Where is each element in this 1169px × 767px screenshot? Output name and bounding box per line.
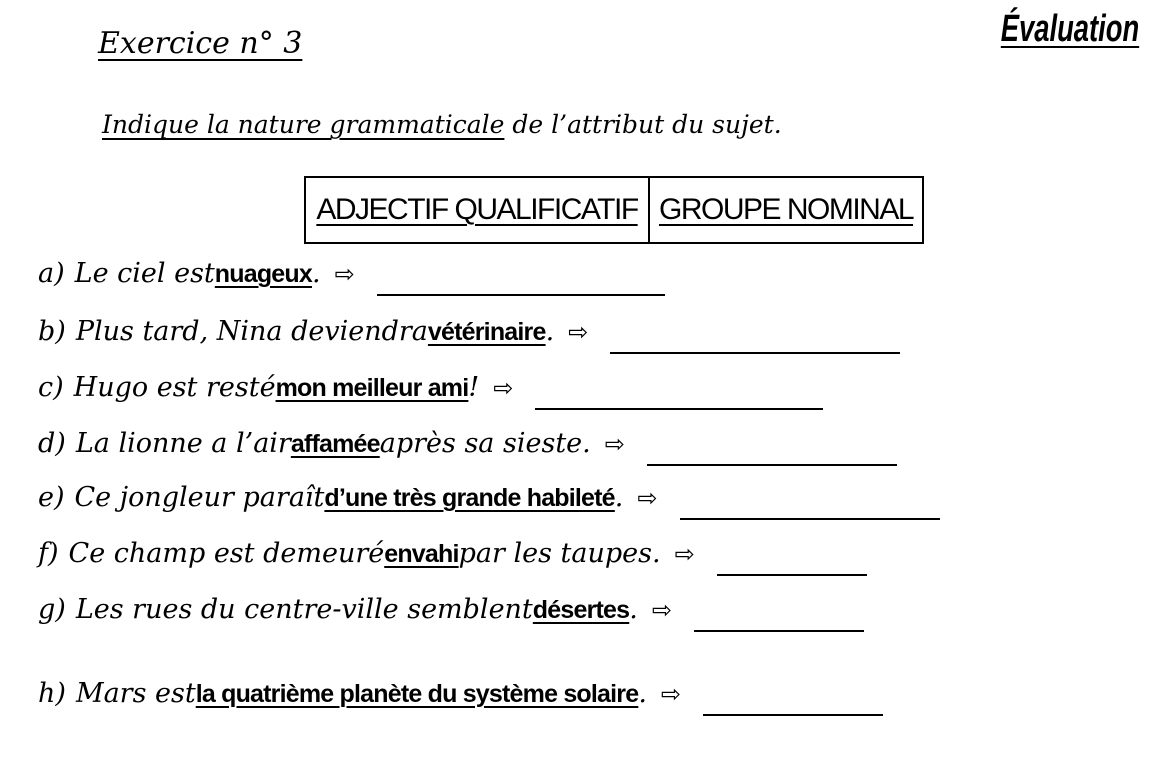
item-sentence-end: après sa sieste. [379,428,591,459]
item-sentence-end: . [545,316,555,347]
item-attribute: affamée [290,430,380,458]
evaluation-label: Évaluation [1000,8,1139,50]
arrow-icon: ⇨ [651,596,672,624]
item-sentence-start: Plus tard, Nina deviendra [75,316,428,347]
item-letter: c) [38,372,64,403]
item-letter: d) [38,428,66,459]
arrow-icon: ⇨ [660,680,682,708]
item-attribute: vétérinaire [427,318,546,346]
item-sentence-start: La lionne a l’air [75,428,291,459]
item-letter: g) [38,594,66,625]
instruction-rest: de l’attribut du sujet. [504,110,782,139]
choice-adjectif-qualificatif: ADJECTIF QUALIFICATIF [306,178,650,242]
choice-groupe-nominal: GROUPE NOMINAL [658,193,914,226]
exercise-item-a [38,258,665,306]
answer-blank[interactable] [680,518,940,520]
answer-blank[interactable] [377,294,665,296]
exercise-item-b [38,316,900,364]
item-sentence-end: . [629,594,638,625]
answer-blank[interactable] [535,408,823,410]
item-sentence-end: . [311,258,321,289]
item-sentence-start: Ce jongleur paraît [74,482,325,513]
item-sentence-start: Hugo est resté [73,372,276,403]
answer-blank[interactable] [703,714,883,716]
arrow-icon: ⇨ [568,318,589,346]
item-sentence-start: Les rues du centre-ville semblent [75,594,533,625]
exercise-title: Exercice n° 3 [98,26,303,61]
instruction-underlined: Indique la nature grammaticale [102,110,505,139]
item-sentence-end: ! [468,372,480,403]
item-sentence-end: par les taupes. [458,538,661,569]
exercise-item-g [38,594,864,642]
arrow-icon: ⇨ [637,484,658,512]
item-attribute: désertes [532,596,630,624]
item-attribute: envahi [384,540,459,568]
exercise-item-e [38,482,940,530]
arrow-icon: ⇨ [604,430,625,458]
item-letter: f) [38,538,59,569]
answer-blank[interactable] [610,352,900,354]
exercise-item-c [38,372,823,420]
item-sentence-start: Ce champ est demeuré [68,538,385,569]
exercise-item-f [38,538,867,586]
item-letter: a) [38,258,65,289]
item-attribute: nuageux [214,260,312,288]
item-letter: e) [38,482,65,513]
answer-blank[interactable] [717,574,867,576]
arrow-icon: ⇨ [493,374,514,402]
item-sentence-start: Le ciel est [74,258,215,289]
item-sentence-end: . [638,678,647,709]
answer-blank[interactable] [647,464,897,466]
choice-table [304,176,924,244]
item-letter: h) [38,678,66,709]
item-attribute: d’une très grande habileté [324,484,615,512]
arrow-icon: ⇨ [674,540,695,568]
item-sentence-end: . [614,482,624,513]
item-attribute: la quatrième planète du système solaire [195,680,639,708]
item-sentence-start: Mars est [75,678,196,709]
item-letter: b) [38,316,66,347]
arrow-icon: ⇨ [334,260,355,288]
answer-blank[interactable] [694,630,864,632]
item-attribute: mon meilleur ami [275,374,469,402]
exercise-item-h [38,678,883,726]
exercise-item-d [38,428,897,476]
instruction [102,110,782,139]
